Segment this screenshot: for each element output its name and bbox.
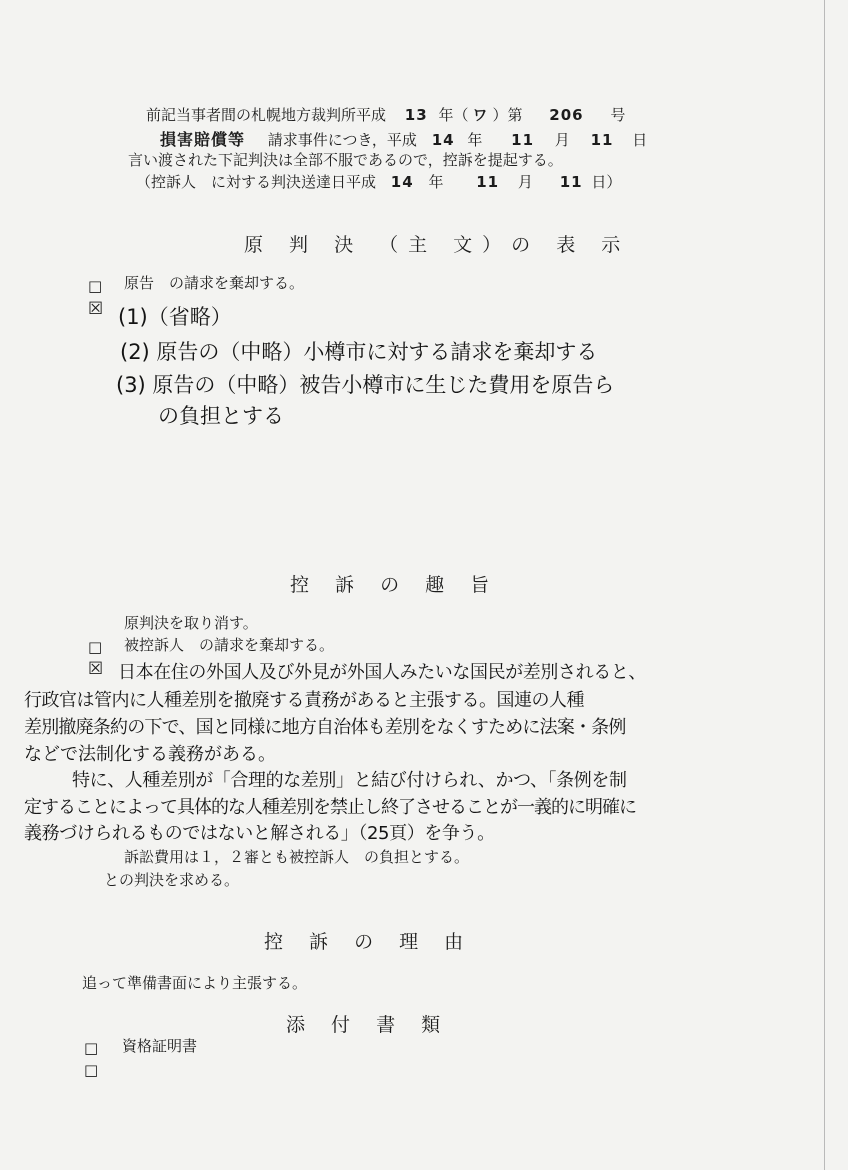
judgment-day: 11 <box>590 131 614 149</box>
year-label: 年（ <box>438 106 469 124</box>
appeal-hand-line-5: 特に、人種差別が「合理的な差別」と結び付けられ、かつ、「条例を制 <box>72 770 627 791</box>
case-label: ）第 <box>492 106 523 124</box>
attachment-checkbox-2[interactable]: □ <box>84 1061 99 1079</box>
attachment-checkbox-1[interactable]: □ <box>84 1039 99 1057</box>
appeal-option-checkbox[interactable]: □ <box>88 638 103 656</box>
month-label-2: 月 <box>517 173 533 191</box>
reasons-heading: 控 訴 の 理 由 <box>264 931 474 953</box>
appeal-option-1: 被控訴人 の請求を棄却する。 <box>124 636 335 654</box>
judgment-hand-line-3: (3) 原告の（中略）被告小樽市に生じた費用を原告ら <box>116 373 615 397</box>
go-label: 号 <box>610 106 626 124</box>
header-line-2-mid: 請求事件につき，平成 <box>267 131 417 149</box>
month-label: 月 <box>554 131 570 149</box>
judgment-month: 11 <box>511 131 535 149</box>
case-year: 13 <box>404 106 428 124</box>
appeal-hand-line-4: などで法制化する義務がある。 <box>24 744 276 765</box>
day-label-2: 日） <box>591 173 622 191</box>
appeal-hand-line-7: 義務づけられるものではないと解される」（25頁）を争う。 <box>24 823 495 844</box>
judgment-option-1: 原告 の請求を棄却する。 <box>124 274 305 292</box>
attachments-heading: 添 付 書 類 <box>286 1014 451 1036</box>
judgment-option-checkbox-checked[interactable]: ☒ <box>88 299 104 319</box>
case-name: 損害賠償等 <box>160 130 246 149</box>
header-prefix: 前記当事者間の札幌地方裁判所平成 <box>146 106 387 124</box>
judgment-hand-line-1: (1)（省略） <box>118 305 232 329</box>
judgment-heading: 原 判 決 （主 文）の 表 示 <box>244 234 631 256</box>
appeal-request: との判決を求める。 <box>104 871 240 889</box>
appeal-option-checkbox-checked[interactable]: ☒ <box>88 659 104 679</box>
header-line-2 <box>160 127 647 150</box>
appeal-cancel: 原判決を取り消す。 <box>124 614 258 632</box>
appeal-hand-line-6: 定することによって具体的な人種差別を禁止し終了させることが一義的に明確に <box>24 797 636 818</box>
service-date-prefix: （控訴人 に対する判決送達日平成 <box>136 173 377 191</box>
judgment-option-checkbox[interactable]: □ <box>88 277 103 295</box>
case-number: 206 <box>549 106 584 124</box>
appeal-hand-line-3: 差別撤廃条約の下で、国と同様に地方自治体も差別をなくすために法案・条例 <box>24 717 626 738</box>
attachment-item-1: 資格証明書 <box>122 1037 198 1055</box>
appeal-heading: 控 訴 の 趣 旨 <box>290 574 500 596</box>
appeal-hand-line-2: 行政官は管内に人種差別を撤廃する責務があると主張する。国連の人種 <box>24 690 584 711</box>
year-label-3: 年 <box>428 173 444 191</box>
service-year: 14 <box>390 173 414 191</box>
year-label-2: 年 <box>467 131 483 149</box>
day-label: 日 <box>632 131 648 149</box>
reasons-text: 追って準備書面により主張する。 <box>82 974 308 992</box>
header-line-1 <box>146 104 625 125</box>
judgment-hand-line-2: (2) 原告の（中略）小樽市に対する請求を棄却する <box>120 340 598 364</box>
service-day: 11 <box>559 173 583 191</box>
case-code: ワ <box>472 106 489 124</box>
judgment-year: 14 <box>431 131 455 149</box>
page-edge-line <box>824 0 825 1170</box>
appeal-costs: 訴訟費用は１，２審とも被控訴人 の負担とする。 <box>124 848 470 866</box>
header-line-3: 言い渡された下記判決は全部不服であるので，控訴を提起する。 <box>128 151 563 169</box>
service-month: 11 <box>476 173 500 191</box>
judgment-hand-line-4: の負担とする <box>158 404 284 428</box>
header-line-4 <box>136 171 621 192</box>
appeal-hand-line-1: 日本在住の外国人及び外見が外国人みたいな国民が差別されると、 <box>118 662 646 683</box>
